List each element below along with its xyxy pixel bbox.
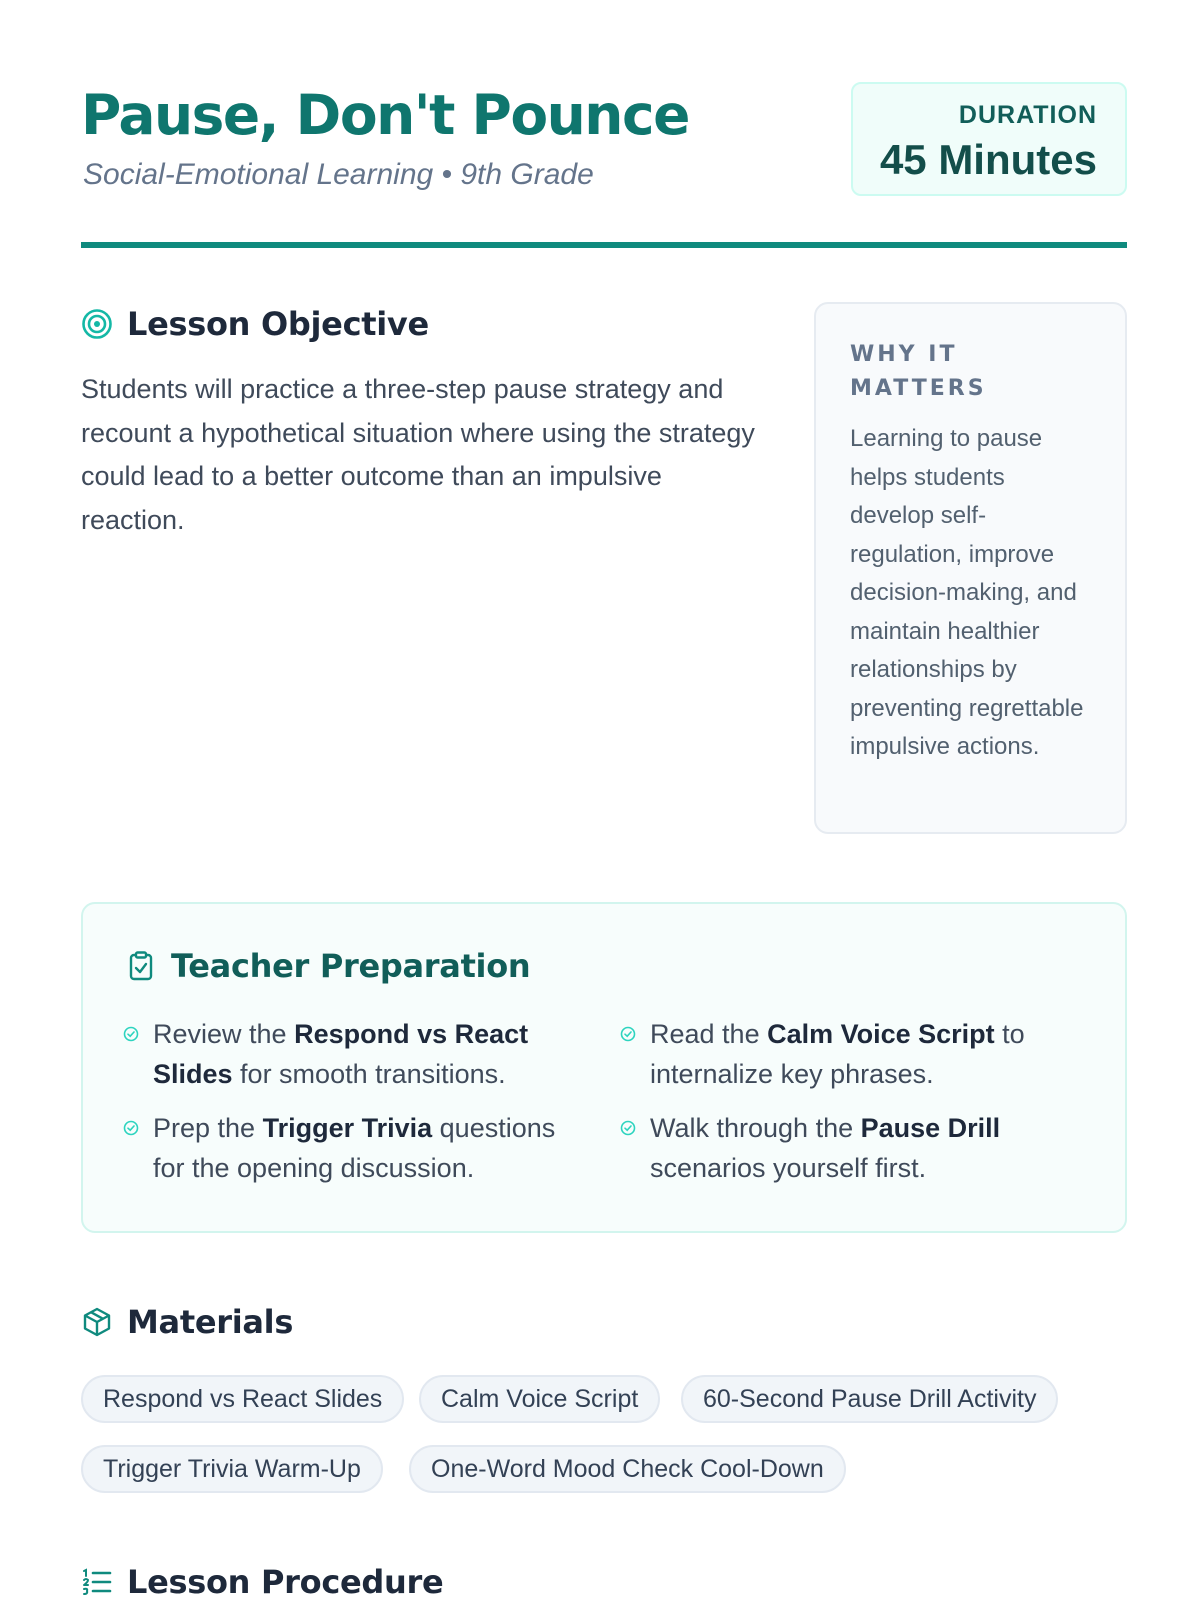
- item-text: Review the: [153, 1019, 295, 1049]
- material-chip: Trigger Trivia Warm-Up: [81, 1445, 383, 1493]
- item-text: Walk through the: [650, 1113, 861, 1143]
- objective-heading-text: Lesson Objective: [127, 305, 429, 343]
- preparation-item: [620, 1014, 1060, 1094]
- duration-label: DURATION: [958, 101, 1097, 129]
- lesson-subtitle: Social-Emotional Learning • 9th Grade: [83, 158, 594, 191]
- check-circle-icon: [123, 1026, 139, 1042]
- material-chip: 60-Second Pause Drill Activity: [681, 1375, 1058, 1423]
- duration-badge: [851, 82, 1127, 196]
- item-text: questions for the opening discussion.: [153, 1113, 556, 1183]
- preparation-heading: [125, 946, 530, 986]
- duration-value: 45 Minutes: [879, 136, 1097, 183]
- materials-heading: [81, 1302, 293, 1342]
- item-text: Prep the: [153, 1113, 263, 1143]
- item-text: Read the: [650, 1019, 768, 1049]
- preparation-item: [123, 1108, 563, 1188]
- why-it-matters-title: WHY IT MATTERS: [850, 342, 987, 401]
- material-chip: One-Word Mood Check Cool-Down: [409, 1445, 846, 1493]
- item-text: for smooth transitions.: [232, 1059, 506, 1089]
- materials-heading-text: Materials: [127, 1303, 294, 1341]
- material-chip: Respond vs React Slides: [81, 1375, 404, 1423]
- target-icon: [81, 308, 113, 340]
- why-it-matters-card: [814, 302, 1127, 834]
- list-ordered-icon: [81, 1566, 113, 1598]
- teacher-preparation-card: [81, 902, 1127, 1233]
- lesson-title: Pause, Don't Pounce: [81, 83, 689, 147]
- objective-heading: [81, 304, 429, 344]
- check-circle-icon: [620, 1026, 636, 1042]
- procedure-heading-text: Lesson Procedure: [127, 1563, 444, 1601]
- why-it-matters-text: Learning to pause helps students develop self-regulation, improve decision-making, and maintain healthier relationships by preventing regrettable impulsive actions.: [850, 425, 1084, 760]
- check-circle-icon: [123, 1120, 139, 1136]
- item-text: to internalize key phrases.: [650, 1019, 1025, 1089]
- procedure-heading: [81, 1562, 443, 1602]
- item-material: Pause Drill: [860, 1113, 1001, 1143]
- preparation-item: [620, 1108, 1060, 1188]
- objective-text: Students will practice a three-step pause strategy and recount a hypothetical situation where using the strategy could lead to a better outcome than an impulsive reaction.: [81, 374, 755, 535]
- item-text: scenarios yourself first.: [650, 1153, 927, 1183]
- clipboard-check-icon: [125, 950, 157, 982]
- header-divider: [81, 242, 1127, 248]
- preparation-item: [123, 1014, 563, 1094]
- item-material: Trigger Trivia: [262, 1113, 433, 1143]
- item-material: Calm Voice Script: [767, 1019, 995, 1049]
- package-icon: [81, 1306, 113, 1338]
- lesson-header: [81, 80, 1127, 248]
- material-chip: Calm Voice Script: [419, 1375, 660, 1423]
- preparation-heading-text: Teacher Preparation: [171, 947, 531, 985]
- check-circle-icon: [620, 1120, 636, 1136]
- item-material: Respond vs React Slides: [153, 1019, 529, 1089]
